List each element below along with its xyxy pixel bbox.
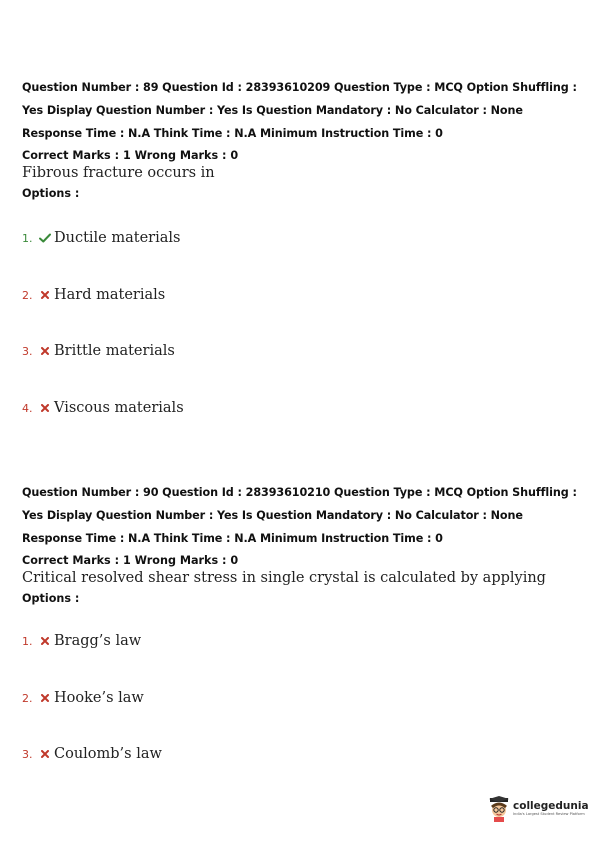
option-text: Brittle materials xyxy=(54,343,175,359)
cross-icon xyxy=(38,750,52,758)
student-mascot-icon xyxy=(488,796,510,822)
question-block-90 xyxy=(22,481,578,608)
cross-icon xyxy=(38,291,52,299)
option-number: 2. xyxy=(22,691,33,705)
question-marks: Correct Marks : 1 Wrong Marks : 0 xyxy=(22,149,239,162)
cross-icon xyxy=(38,637,52,645)
option-number: 2. xyxy=(22,288,33,302)
question-meta: Question Number : 90 Question Id : 28393610210 Question Type : MCQ Option Shuffling : Yes Display Question Number : Yes Is Question Mandatory : No Calculator : None Response Time : N.A Think Time : N.A Minimum Instruction Time : 0 xyxy=(22,486,577,545)
option-number: 1. xyxy=(22,231,33,245)
option-text: Hooke’s law xyxy=(54,690,144,706)
question-meta: Question Number : 89 Question Id : 28393610209 Question Type : MCQ Option Shuffling : Yes Display Question Number : Yes Is Question Mandatory : No Calculator : None Response Time : N.A Think Time : N.A Minimum Instruction Time : 0 xyxy=(22,81,577,140)
option-text: Bragg’s law xyxy=(54,633,142,649)
option-number: 3. xyxy=(22,344,33,358)
option-item xyxy=(22,343,175,359)
option-item xyxy=(22,746,162,762)
options-label: Options : xyxy=(22,592,80,605)
option-number: 1. xyxy=(22,634,33,648)
option-text: Hard materials xyxy=(54,287,166,303)
logo-tagline: India's Largest Student Review Platform xyxy=(513,812,585,816)
cross-icon xyxy=(38,694,52,702)
question-text: Fibrous fracture occurs in xyxy=(22,165,215,181)
cross-icon xyxy=(38,404,52,412)
option-number: 4. xyxy=(22,401,33,415)
cross-icon xyxy=(38,347,52,355)
options-label: Options : xyxy=(22,187,80,200)
option-item xyxy=(22,690,144,706)
option-item xyxy=(22,230,180,246)
option-number: 3. xyxy=(22,747,33,761)
collegedunia-logo xyxy=(488,796,589,822)
logo-name: collegedunia xyxy=(513,800,589,812)
option-item xyxy=(22,633,141,649)
question-text: Critical resolved shear stress in single crystal is calculated by applying xyxy=(22,570,546,586)
option-text: Coulomb’s law xyxy=(54,746,162,762)
check-icon xyxy=(38,233,52,243)
option-text: Viscous materials xyxy=(54,400,184,416)
option-text: Ductile materials xyxy=(54,230,181,246)
option-item xyxy=(22,287,165,303)
question-block-89 xyxy=(22,76,578,203)
option-item xyxy=(22,400,184,416)
question-marks: Correct Marks : 1 Wrong Marks : 0 xyxy=(22,554,239,567)
